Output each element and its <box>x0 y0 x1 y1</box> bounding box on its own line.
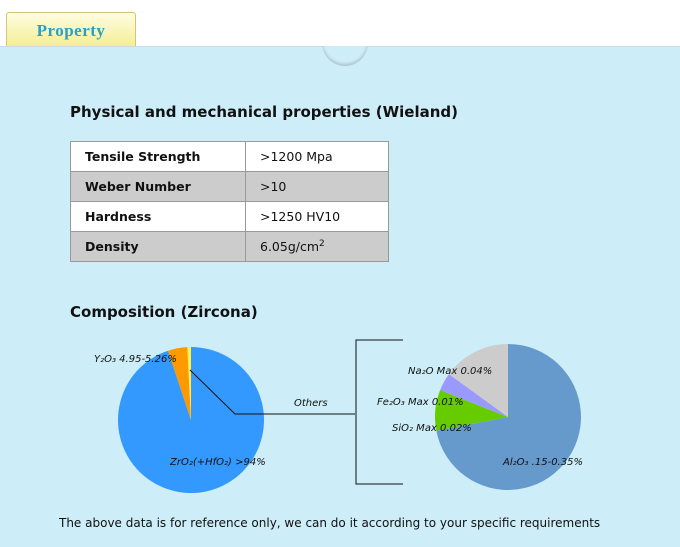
density-value: 6.05g/cm <box>260 239 320 255</box>
composition-chart <box>0 300 680 520</box>
notch-cover <box>322 20 368 46</box>
table-row <box>71 232 389 262</box>
table-row <box>71 142 389 172</box>
slice-label-sio2: SiO₂ Max 0.02% <box>392 423 472 434</box>
footer-note: The above data is for reference only, we can do it according to your specific requirements <box>59 516 601 530</box>
slice-label-al2o3: Al₂O₃ .15-0.35% <box>503 457 583 468</box>
property-value: >1200 Mpa <box>246 142 389 172</box>
property-name: Tensile Strength <box>71 142 246 172</box>
pie-main <box>118 347 264 493</box>
properties-table <box>70 141 389 262</box>
property-value: >10 <box>246 172 389 202</box>
tab-property[interactable]: Property <box>6 12 136 46</box>
slice-label-y2o3: Y₂O₃ 4.95-5.26% <box>94 354 177 365</box>
slice-label-fe2o3: Fe₂O₃ Max 0.01% <box>377 397 464 408</box>
physical-properties-title: Physical and mechanical properties (Wieland) <box>70 103 458 121</box>
connector-label: Others <box>294 398 328 409</box>
property-name: Hardness <box>71 202 246 232</box>
slice-label-na2o: Na₂O Max 0.04% <box>408 366 493 377</box>
property-name: Weber Number <box>71 172 246 202</box>
property-name: Density <box>71 232 246 262</box>
property-value <box>246 232 389 262</box>
property-value: >1250 HV10 <box>246 202 389 232</box>
table-row <box>71 172 389 202</box>
bracket-line <box>356 340 403 484</box>
composition-title: Composition (Zircona) <box>70 303 258 321</box>
table-row <box>71 202 389 232</box>
slice-label-zro2: ZrO₂(+HfO₂) >94% <box>170 457 266 468</box>
density-superscript: 2 <box>319 238 325 249</box>
